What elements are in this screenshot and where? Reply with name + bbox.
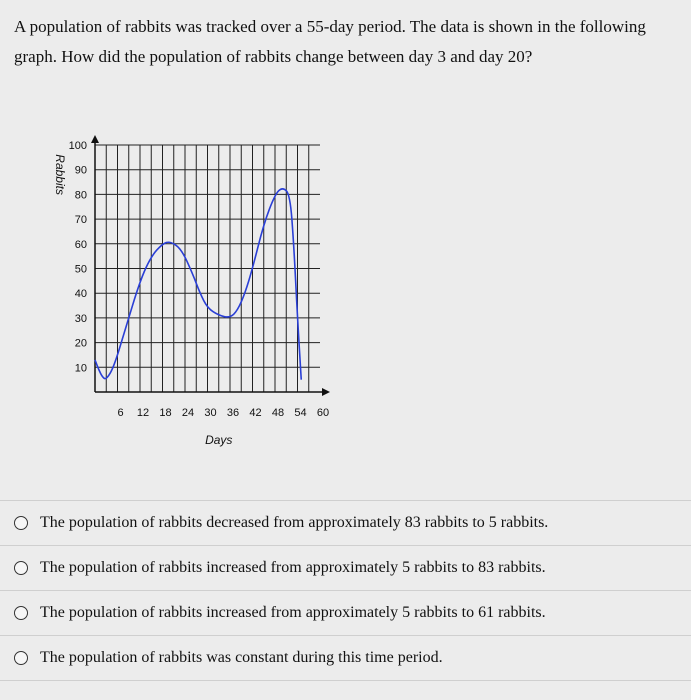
x-tick-label: 18 [159, 407, 172, 419]
y-tick-label: 30 [74, 312, 87, 325]
answer-options [0, 500, 691, 681]
y-tick-label: 70 [74, 214, 87, 227]
y-tick-label: 100 [68, 140, 87, 152]
option-label: The population of rabbits was constant during this time period. [40, 649, 443, 666]
x-tick-label: 42 [249, 407, 262, 419]
y-tick-label: 50 [74, 263, 87, 276]
answer-option-1[interactable] [0, 500, 691, 545]
option-label: The population of rabbits increased from approximately 5 rabbits to 83 rabbits. [40, 559, 546, 576]
y-axis-arrow [91, 135, 99, 143]
y-tick-label: 90 [74, 164, 87, 177]
radio-button[interactable] [14, 651, 28, 665]
y-axis-title: Rabbits [53, 154, 67, 195]
y-tick-label: 20 [74, 337, 87, 350]
answer-option-3[interactable] [0, 590, 691, 635]
y-tick-label: 80 [74, 189, 87, 202]
series-line [95, 189, 301, 380]
x-axis-arrow [322, 388, 330, 396]
answer-option-4[interactable] [0, 635, 691, 681]
option-label: The population of rabbits decreased from approximately 83 rabbits to 5 rabbits. [40, 514, 549, 531]
x-tick-label: 54 [294, 407, 307, 419]
answer-option-2[interactable] [0, 545, 691, 590]
y-tick-label: 40 [74, 288, 87, 301]
radio-button[interactable] [14, 516, 28, 530]
y-tick-label: 60 [74, 238, 87, 251]
question-text: A population of rabbits was tracked over a 55-day period. The data is shown in the following graph. How did the population of rabbits change between day 3 and day 20? [14, 17, 646, 66]
x-tick-label: 12 [136, 407, 150, 419]
x-tick-label: 6 [117, 407, 124, 419]
x-tick-label: 48 [271, 407, 285, 419]
x-tick-label: 36 [226, 407, 240, 419]
y-tick-label: 10 [74, 362, 87, 375]
x-tick-label: 24 [181, 407, 195, 419]
radio-button[interactable] [14, 606, 28, 620]
x-axis-title: Days [205, 433, 233, 447]
radio-button[interactable] [14, 561, 28, 575]
x-tick-label: 60 [316, 407, 330, 419]
x-tick-label: 30 [204, 407, 217, 419]
option-label: The population of rabbits increased from approximately 5 rabbits to 61 rabbits. [40, 604, 546, 621]
